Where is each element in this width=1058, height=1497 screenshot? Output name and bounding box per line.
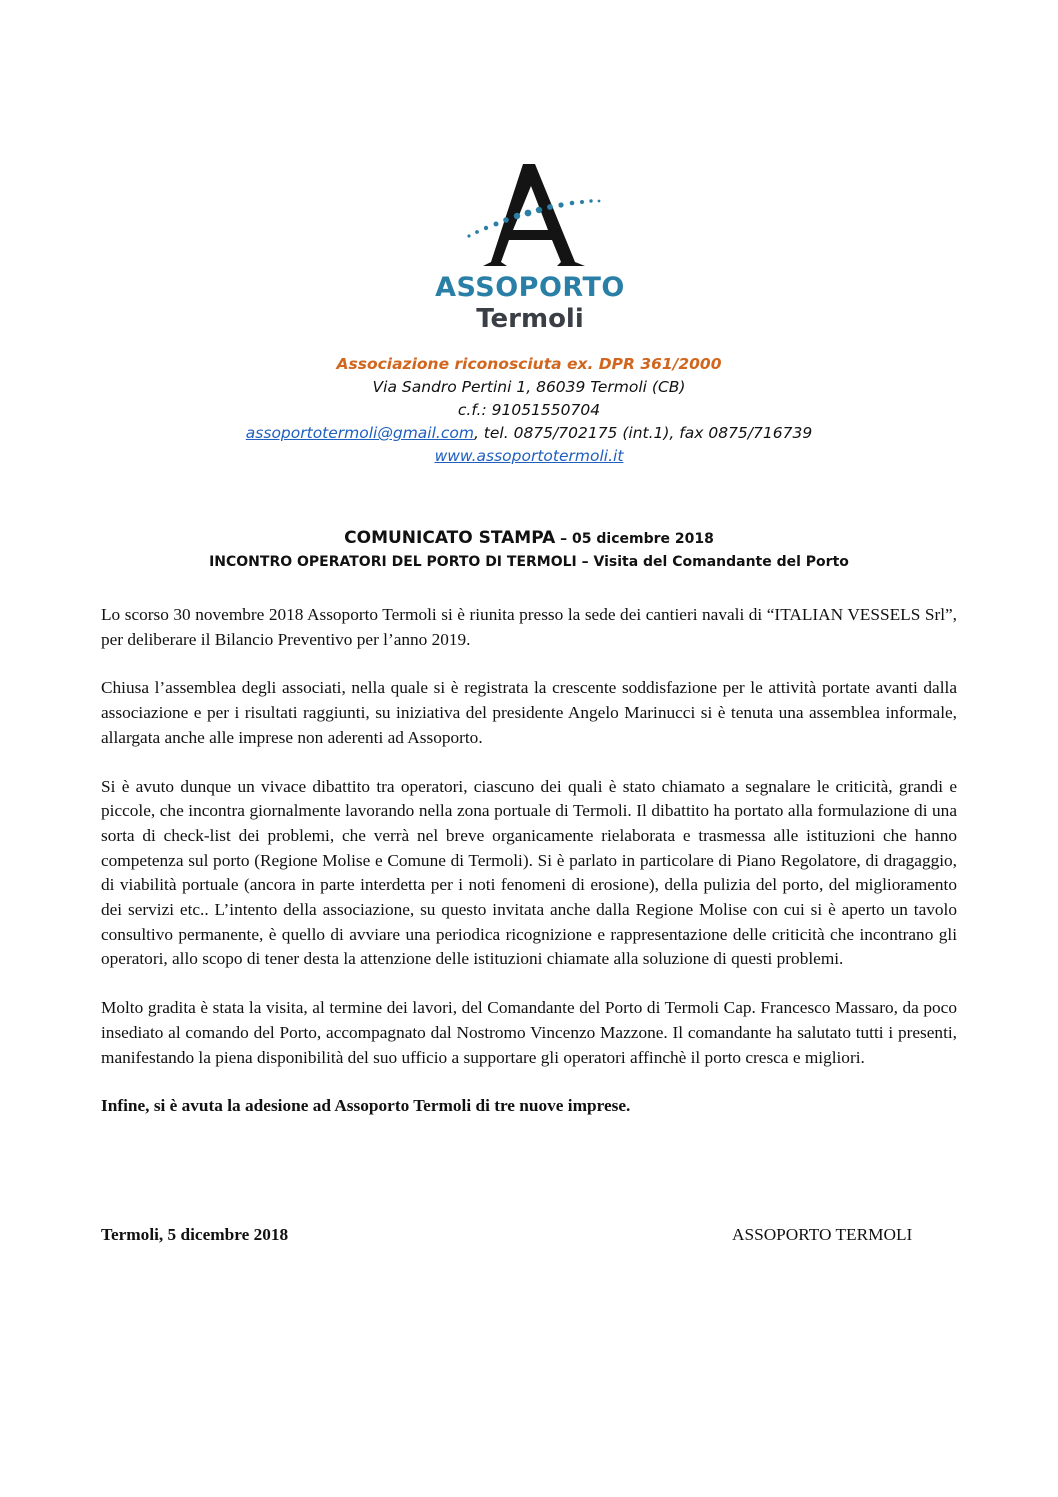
- logo-name-line2: Termoli: [476, 304, 584, 334]
- fiscal-code: c.f.: 91051550704: [457, 401, 601, 419]
- title-subtitle: INCONTRO OPERATORI DEL PORTO DI TERMOLI – Visita del Comandante del Porto: [209, 554, 849, 570]
- paragraph: Chiusa l’assemblea degli associati, nella quale si è registrata la crescente soddisfazione per le attività portate avanti dalla associazione e per i risultati raggiunti, su iniziativa del presidente Angelo Marinucci si è tenuta una assemblea informale, allargata anche alle imprese non aderenti ad Assoporto.: [101, 678, 957, 747]
- logo-name-line1: ASSOPORTO: [435, 272, 625, 303]
- phone-fax: , tel. 0875/702175 (int.1), fax 0875/716739: [473, 424, 813, 442]
- stylized-letter-a-with-dotted-arc-icon: [425, 158, 635, 270]
- email-link[interactable]: assoportotermoli@gmail.com: [245, 424, 474, 442]
- paragraph: Lo scorso 30 novembre 2018 Assoporto Termoli si è riunita presso la sede dei cantieri navali di “ITALIAN VESSELS Srl”, per deliberare il Bilancio Preventivo per l’anno 2019.: [101, 605, 957, 649]
- paragraph: Infine, si è avuta la adesione ad Assoporto Termoli di tre nuove imprese.: [101, 1096, 631, 1116]
- address: Via Sandro Pertini 1, 86039 Termoli (CB): [372, 378, 686, 396]
- website-link[interactable]: www.assoportotermoli.it: [434, 447, 624, 465]
- title-date: – 05 dicembre 2018: [555, 531, 714, 547]
- title-main: COMUNICATO STAMPA: [344, 528, 556, 548]
- letterhead: [0, 353, 1058, 468]
- association-status: Associazione riconosciuta ex. DPR 361/2000: [336, 355, 722, 373]
- press-release-title: [0, 526, 1058, 573]
- contacts-line: [0, 422, 1058, 445]
- paragraph: Si è avuto dunque un vivace dibattito tra operatori, ciascuno dei quali è stato chiamato a segnalare le criticità, grandi e piccole, che incontra giornalmente lavorando nella zona portuale di Termoli. Il dibattito ha portato alla formulazione di una sorta di check-list dei problemi, che verrà nel breve organicamente rielaborata e trasmessa alle istituzioni che hanno competenza sul porto (Regione Molise e Comune di Termoli). Si è parlato in particolare di Piano Regolatore, di dragaggio, di viabilità portuale (ancora in parte interdetta per i noti fenomeni di erosione), della pulizia del porto, del miglioramento dei servizi etc.. L’intento della associazione, su questo invitata anche dalla Regione Molise con cui si è aperto un tavolo consultivo permanente, è quello di avviare una periodica ricognizione e rappresentazione delle criticità che incontrano gli operatori, allo scopo di tener desta la attenzione delle istituzioni chiamate alla soluzione di questi problemi.: [101, 776, 957, 969]
- place-and-date: Termoli, 5 dicembre 2018: [101, 1225, 289, 1244]
- press-release-body: [101, 603, 957, 1143]
- paragraph: Molto gradita è stata la visita, al termine dei lavori, del Comandante del Porto di Termoli Cap. Francesco Massaro, da poco insediato al comando del Porto, accompagnato dal Nostromo Vincenzo Mazzone. Il comandante ha salutato tutti i presenti, manifestando la piena disponibilità del suo ufficio a supportare gli operatori affinchè il porto cresca e migliori.: [101, 998, 957, 1067]
- website-line: [0, 445, 1058, 468]
- assoporto-logo: [425, 158, 635, 338]
- signature-organization: ASSOPORTO TERMOLI: [732, 1225, 913, 1244]
